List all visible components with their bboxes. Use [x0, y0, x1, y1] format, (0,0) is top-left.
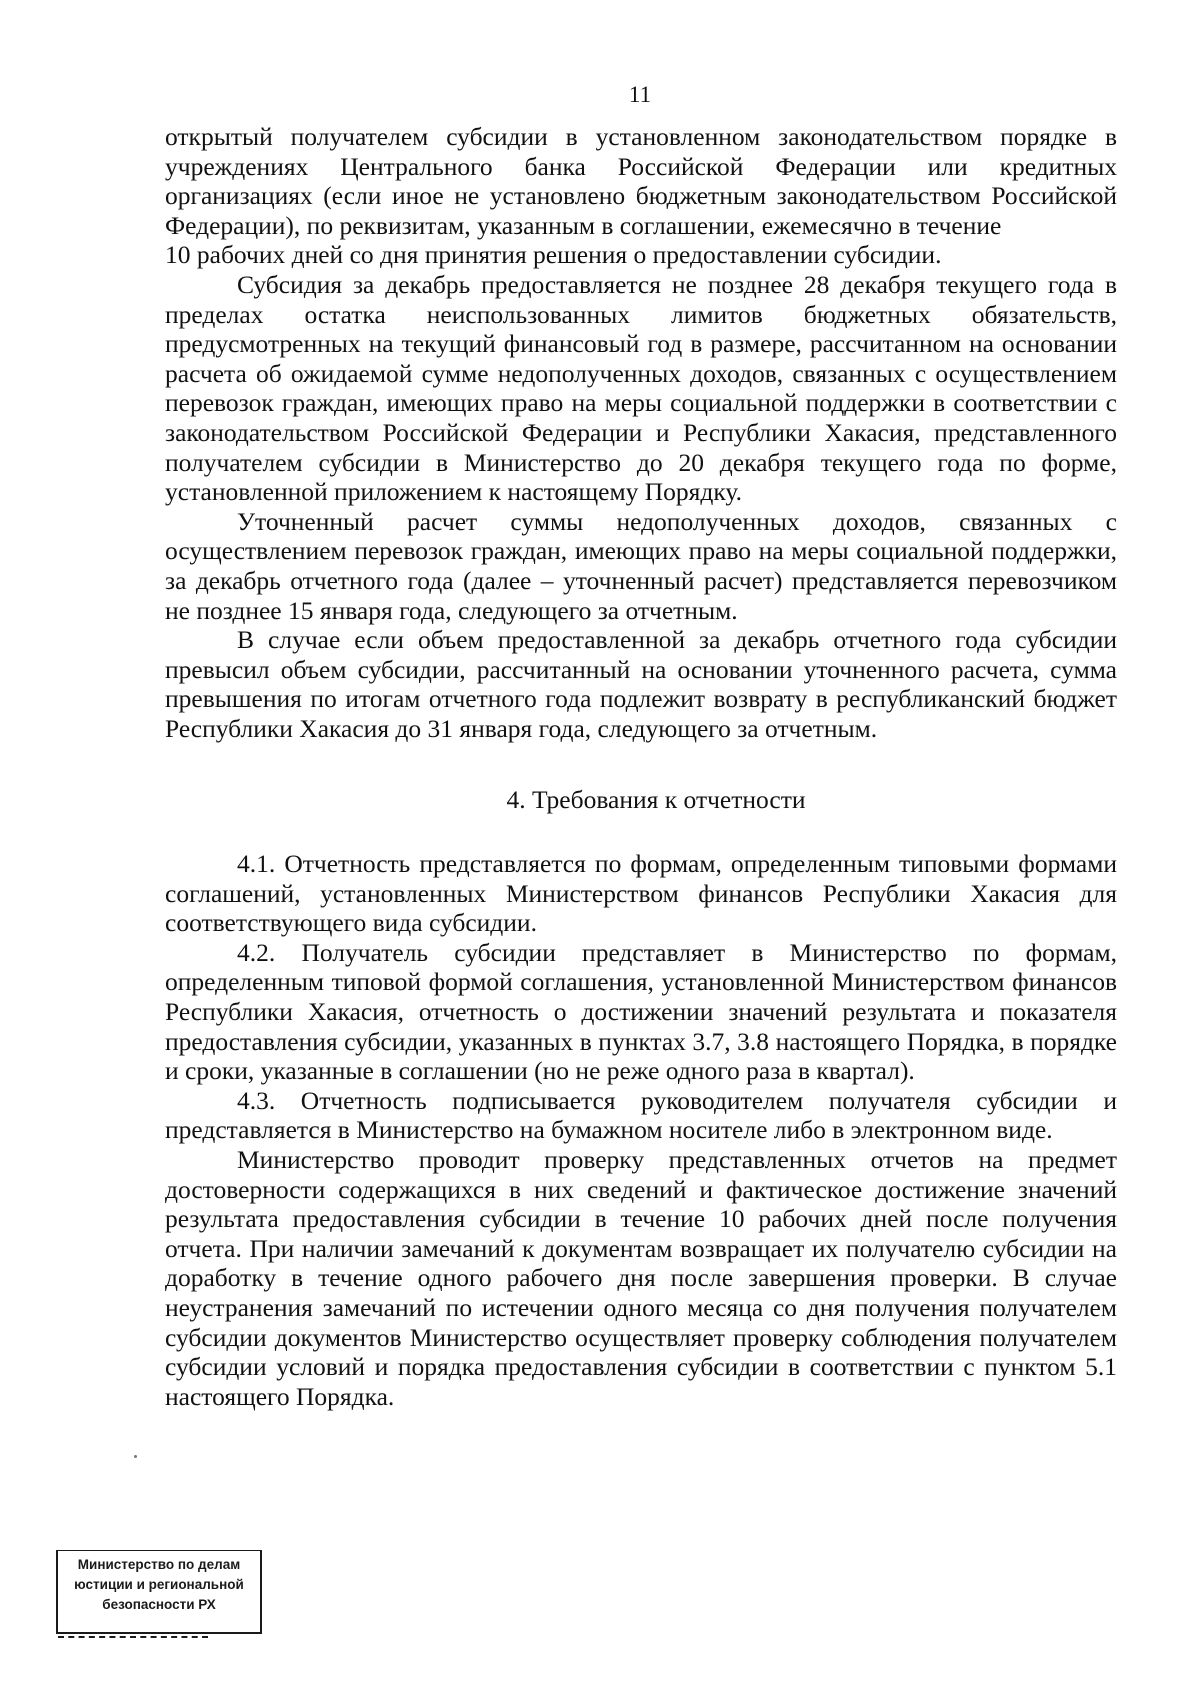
paragraph-excess-return: В случае если объем предоставленной за декабрь отчетного года субсидии превысил объем субсидии, рассчитанный на основании уточненного расчета, сумма превышения по итогам отчетного года подлежит возврату в республиканский бюджет Республики Хакасия до 31 января года, следующего за отчетным. [165, 625, 1117, 743]
paragraph-december-subsidy: Субсидия за декабрь предоставляется не позднее 28 декабря текущего года в пределах остатка неиспользованных лимитов бюджетных обязательств, предусмотренных на текущий финансовый год в размере, рассчитанном на основании расчета об ожидаемой сумме недополученных доходов, связанных с осуществлением перевозок граждан, имеющих право на меры социальной поддержки в соответствии с законодательством Российской Федерации и Республики Хакасия, представленного получателем субсидии в Министерство до 20 декабря текущего года по форме, установленной приложением к настоящему Порядку. [165, 269, 1117, 507]
paragraph-4-3: 4.3. Отчетность подписывается руководителем получателя субсидии и представляется в Министерство на бумажном носителе либо в электронном виде. [165, 1085, 1117, 1145]
stamp-line-2: юстиции и региональной [74, 1577, 244, 1592]
scan-speck [134, 1455, 137, 1458]
stamp-line-3: безопасности РХ [102, 1597, 216, 1612]
page-number: 11 [628, 82, 652, 107]
paragraph-payment-term: 10 рабочих дней со дня принятия решения о предоставлении субсидии. [165, 240, 942, 270]
stamp-line-1: Министерство по делам [77, 1557, 241, 1572]
paragraph-ministry-check: Министерство проводит проверку представленных отчетов на предмет достоверности содержащихся в них сведений и фактическое достижение значений результата предоставления субсидии в течение 10 рабочих дней после получения отчета. При наличии замечаний к документам возвращает их получателю субсидии на доработку в течение одного рабочего дня после завершения проверки. В случае неустранения замечаний по истечении одного месяца со дня получения получателем субсидии документов Министерство осуществляет проверку соблюдения получателем субсидии условий и порядка предоставления субсидии в соответствии с пунктом 5.1 настоящего Порядка. [165, 1145, 1117, 1411]
document-body [165, 122, 1117, 1411]
stamp-underline [58, 1636, 208, 1638]
paragraph-4-2: 4.2. Получатель субсидии представляет в Министерство по формам, определенным типовой формой соглашения, установленной Министерством финансов Республики Хакасия, отчетность о достижении значений результата и показателя предоставления субсидии, указанных в пунктах 3.7, 3.8 настоящего Порядка, в порядке и сроки, указанные в соглашении (но не реже одного раза в квартал). [165, 937, 1117, 1086]
registration-stamp [56, 1550, 262, 1634]
paragraph-4-1: 4.1. Отчетность представляется по формам, определенным типовыми формами соглашений, установленных Министерством финансов Республики Хакасия для соответствующего вида субсидии. [165, 849, 1117, 938]
section-heading: 4. Требования к отчетности [506, 785, 806, 815]
paragraph-continued: открытый получателем субсидии в установленном законодательством порядке в учреждениях Центрального банка Российской Федерации или кредитных организациях (если иное не установлено бюджетным законодательством Российской Федерации), по реквизитам, указанным в соглашении, ежемесячно в течение [165, 122, 1117, 240]
paragraph-refined-calculation: Уточненный расчет суммы недополученных доходов, связанных с осуществлением перевозок граждан, имеющих право на меры социальной поддержки, за декабрь отчетного года (далее – уточненный расчет) представляется перевозчиком не позднее 15 января года, следующего за отчетным. [165, 506, 1117, 625]
